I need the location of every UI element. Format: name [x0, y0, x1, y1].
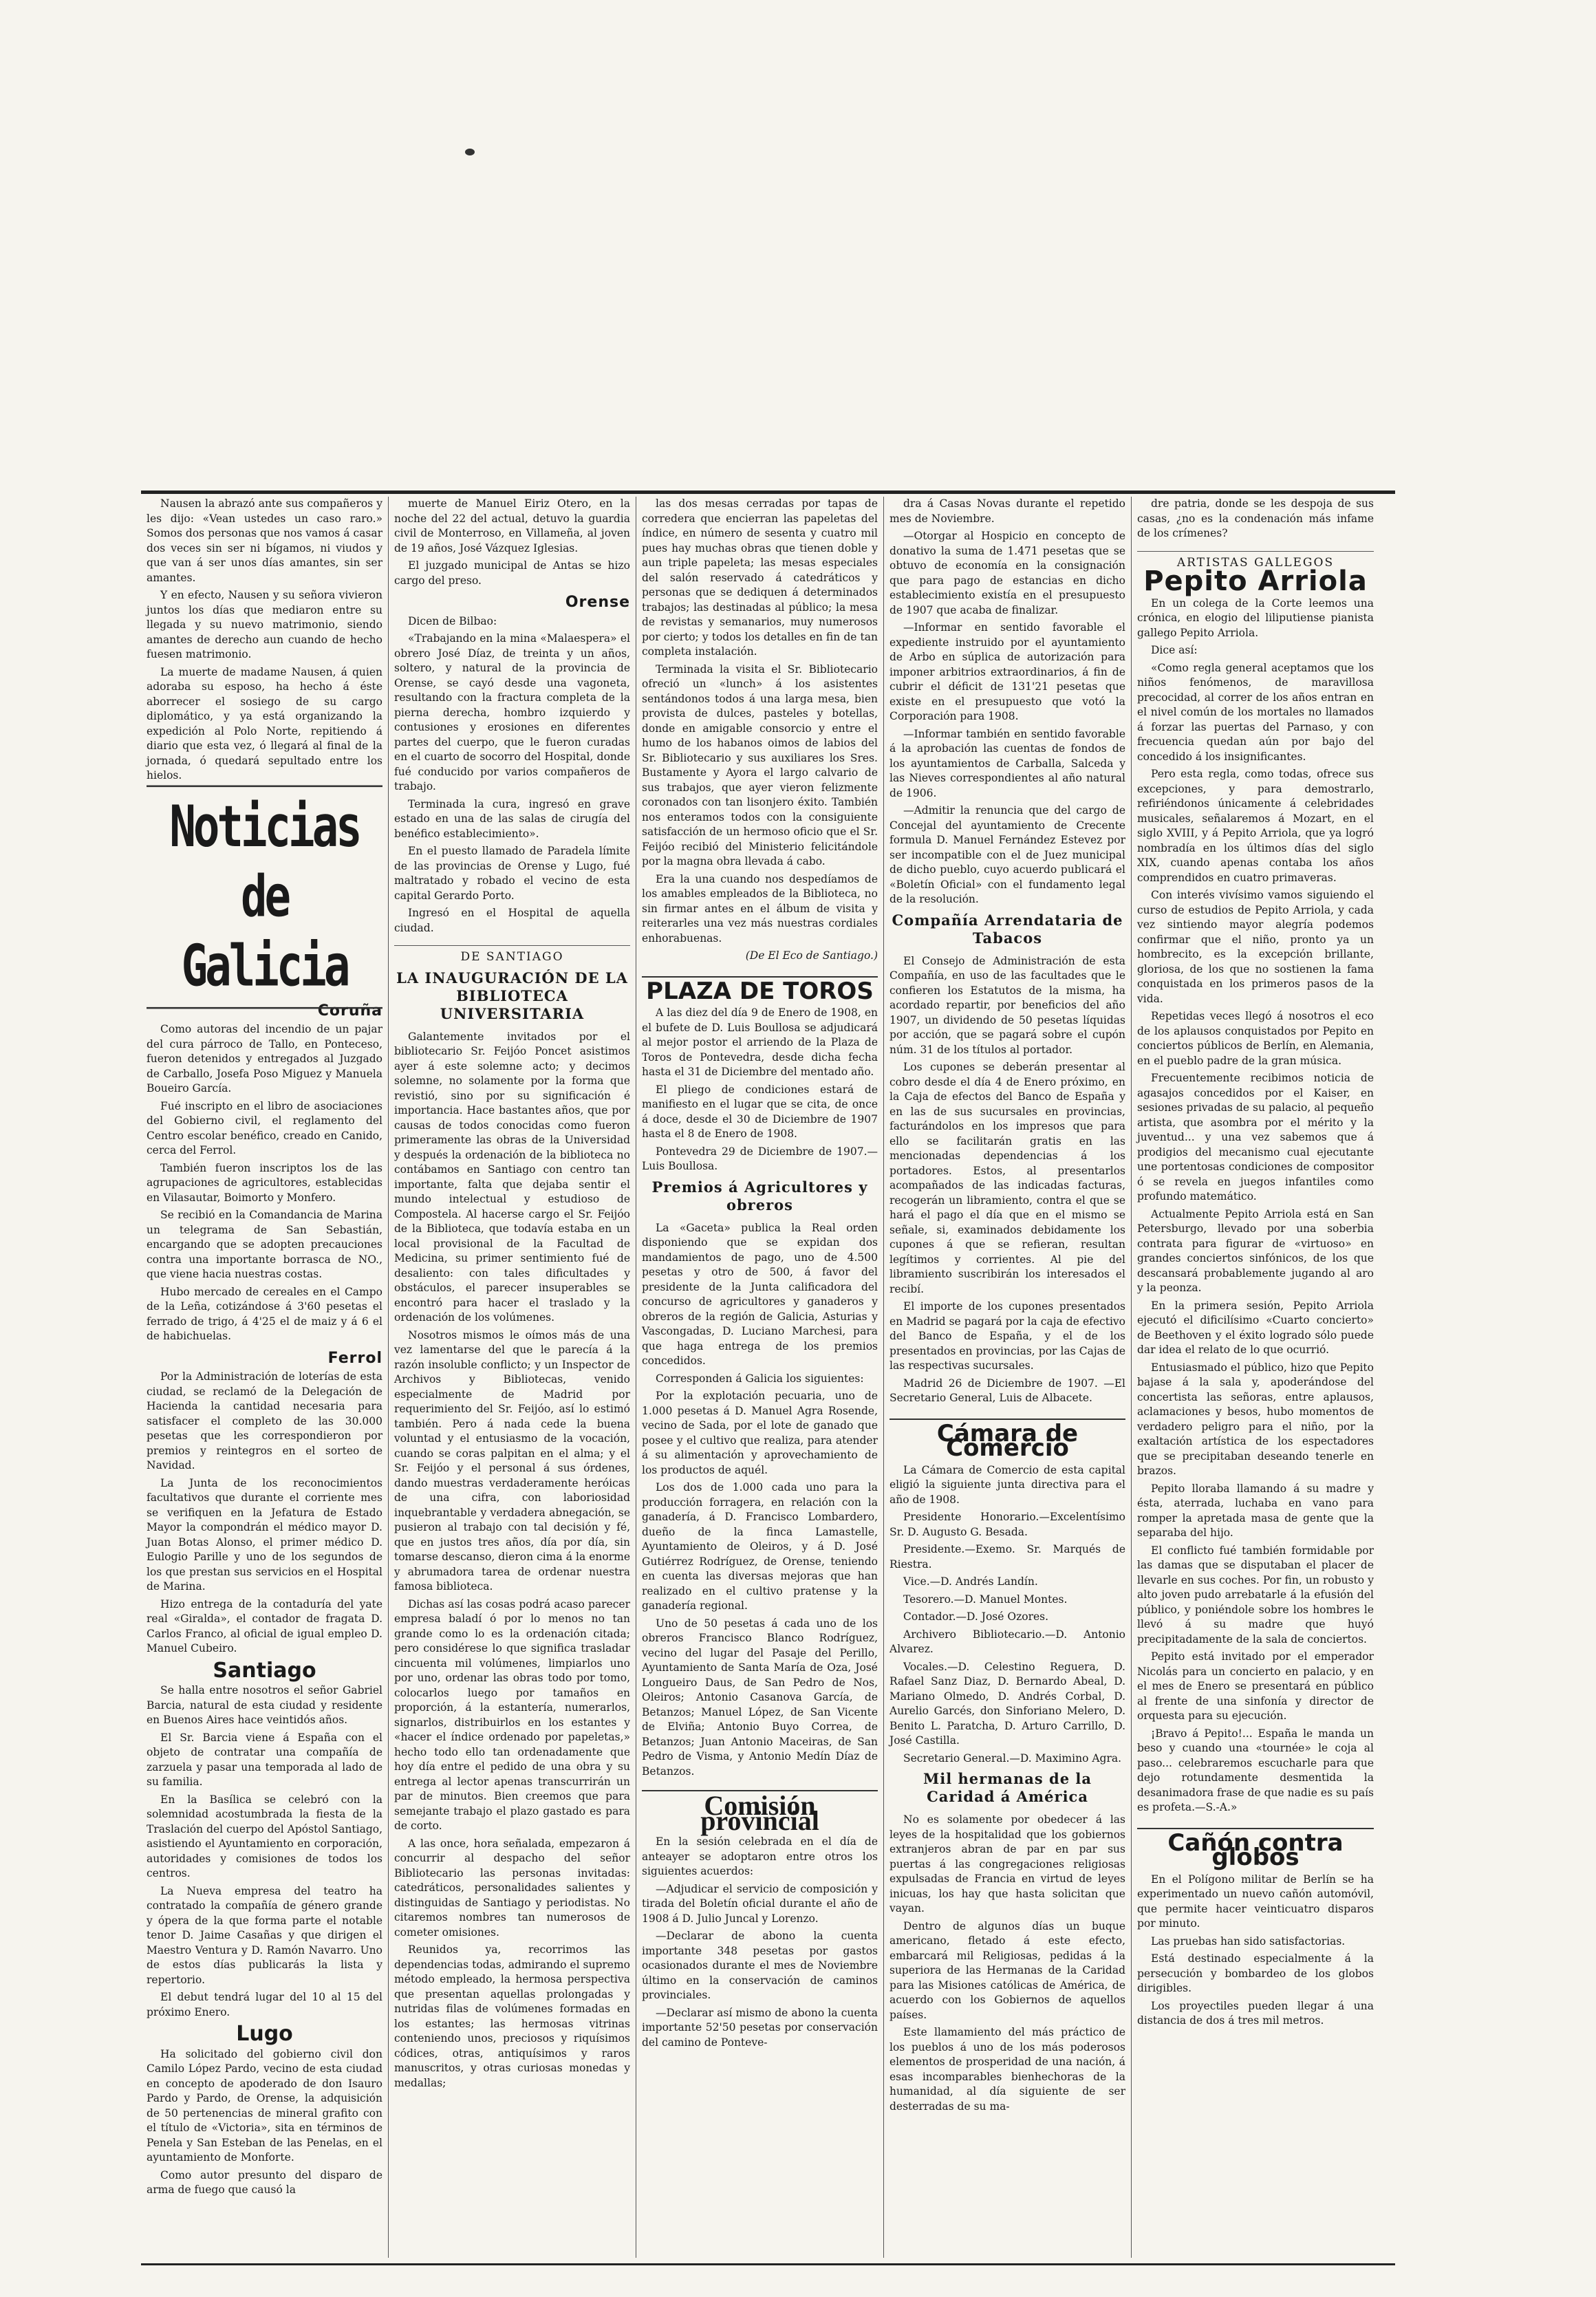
article-paragraph: Pontevedra 29 de Diciembre de 1907.—Luis Boullosa.: [642, 1145, 878, 1172]
article-paragraph: En el Polígono militar de Berlín se ha experimentado un nuevo cañón automóvil, que permite hacer veinticuatro disparos por minuto.: [1137, 1873, 1374, 1930]
subsection-title: Santiago: [213, 1658, 316, 1683]
article-paragraph: —Admitir la renuncia que del cargo de Concejal del ayuntamiento de Crecente formula D. Manuel Fernández Estevez por ser incompatible con el de Juez municipal de dicho pueblo, cuyo acuerdo publicará el «Boletín Oficial» con el fundamento legal de la resolución.: [889, 804, 1125, 905]
news-item: Como autoras del incendio de un pajar del cura párroco de Tallo, en Ponteceso, fueron detenidos y entregados al Juzgado de Carballo, Josefa Poso Miguez y Manuela Boueiro García.: [147, 1023, 382, 1094]
news-item: La Nueva empresa del teatro ha contratado la compañía de género grande y ópera de la que forma parte el notable tenor D. Jaime Casañas y que dirigen el Maestro Ventura y D. Ramón Navarro. Uno de estos días publicarás la lista y repertorio.: [147, 1884, 382, 1986]
article-paragraph: El importe de los cupones presentados en Madrid se pagará por la caja de efectivo del Banco de España, y el de los presentados en provincias, por las Cajas de las respectivas sucursales.: [889, 1300, 1125, 1372]
article-paragraph: Nosotros mismos le oímos más de una vez lamentarse del que le parecía á la razón insoluble conflicto; y un Inspector de Archivos y Bibliotecas, venido especialmente de Madrid por requerimiento del Sr. Feijóo, así lo estimó también. Pero á nada cede la buena voluntad y el entusiasmo de la vocación, cuando se coras palpitan en el alma; y el Sr. Feijóo y el personal á sus órdenes, dando muestras verdaderamente heróicas de una cifra, con laboriosidad inquebrantable y verdadera abnegación, se pusieron al trabajo con tal decisión y fé, que en justos tres años, día por día, sin tomarse descanso, dieron cima á la enorme y abrumadora tarea de ordenar nuestra famosa biblioteca.: [394, 1328, 630, 1593]
article-paragraph: La Cámara de Comercio de esta capital eligió la siguiente junta directiva para el año de 1908.: [889, 1463, 1125, 1506]
article-paragraph: Dice así:: [1151, 644, 1198, 656]
article-paragraph: Vocales.—D. Celestino Reguera, D. Rafael Sanz Diaz, D. Bernardo Abeal, D. Mariano Olmedo, D. Andrés Corbal, D. Aurelio Garcés, don Sinforiano Melero, D. Benito L. Paratcha, D. Arturo Carrillo, D. José Castilla.: [889, 1660, 1125, 1747]
article-paragraph: Archivero Bibliotecario.—D. Antonio Alvarez.: [889, 1628, 1125, 1655]
article-paragraph: No es solamente por obedecer á las leyes de la hospitalidad que los gobiernos extranjeros abran de par en par sus puertas á las congregaciones religiosas expulsadas de Francia en virtud de leyes inicuas, los hay que hasta solicitan que vayan.: [889, 1813, 1125, 1915]
article-paragraph: Los dos de 1.000 cada uno para la producción forragera, en relación con la ganadería, á D. Francisco Lombardero, dueño de la finca Lamastelle, Ayuntamiento de Oleiros, y á D. José Gutiérrez Rodríguez, de Orense, teniendo en cuenta las diversas mejoras que han realizado en el cultivo pratense y la ganadería regional.: [642, 1481, 878, 1612]
column-3: [636, 497, 884, 2258]
article-paragraph: —Otorgar al Hospicio en concepto de donativo la suma de 1.471 pesetas que se obtuvo de economía en la consignación que para pago de estancias en dicho establecimiento existía en el presupuesto de 1907 que acaba de finalizar.: [889, 530, 1125, 616]
subsection-title: Coruña: [317, 1002, 382, 1020]
article-paragraph: Uno de 50 pesetas á cada uno de los obreros Francisco Blanco Rodríguez, vecino del lugar del Pasaje del Perillo, Ayuntamiento de Santa María de Oza, José Longueiro Daus, de San Pedro de Nos, Oleiros; Antonio Casanova García, de Betanzos; Manuel López, de San Vicente de Elviña; Antonio Buyo Correa, de Betanzos; Juan Antonio Maceiras, de San Pedro de Visma, y Antonio Medín Díaz de Betanzos.: [642, 1617, 878, 1778]
article-title: Premios á Agricultores y obreros: [651, 1178, 868, 1214]
article-paragraph: Vice.—D. Andrés Landín.: [903, 1575, 1038, 1588]
article-paragraph: Presidente.—Exemo. Sr. Marqués de Riestra.: [889, 1543, 1125, 1571]
article-paragraph: Galantemente invitados por el bibliotecario Sr. Feijóo Poncet asistimos ayer á este solemne acto; y decimos solemne, no solamente por la forma que revistió, sino por su significación é importancia. Hace bastantes años, que por causas de todos conocidas como fueron primeramente las obras de la Universidad y después la ordenación de la biblioteca no contábamos en Santiago con centro tan importante, falta que dejaba sentir el mundo intelectual y estudioso de Compostela. Al hacerse cargo el Sr. Feijóo de la Biblioteca, que todavía estaba en un local provisional de la Facultad de Medicina, su primer sentimiento fué de desaliento: con tales dificultades y obstáculos, el parecer insuperables se encontró para hacer el traslado y la ordenación de los volúmenes.: [394, 1030, 630, 1324]
article-paragraph: —Declarar así mismo de abono la cuenta importante 52'50 pesetas por conservación del camino de Ponteve-: [642, 2006, 878, 2049]
article-paragraph: dra á Casas Novas durante el repetido mes de Noviembre.: [889, 497, 1125, 525]
article-paragraph: Las pruebas han sido satisfactorias.: [1151, 1934, 1346, 1948]
news-item: La Junta de los reconocimientos facultativos que durante el corriente mes se verifiquen en la Jefatura de Estado Mayor la compondrán el médico mayor D. Juan Botas Alonso, el primer médico D. Eulogio Parille y uno de los segundos de los que prestan sus servicios en el Hospital de Marina.: [147, 1476, 382, 1593]
article-paragraph: Era la una cuando nos despedíamos de los amables empleados de la Biblioteca, no sin firmar antes en el álbum de visita y reiterarles una vez más nuestras cordiales enhorabuenas.: [642, 872, 878, 945]
news-item: Como autor presunto del disparo de arma de fuego que causó la: [147, 2168, 382, 2196]
article-paragraph: En un colega de la Corte leemos una crónica, en elogio del liliputiense pianista gallego Pepito Arriola.: [1137, 596, 1374, 639]
article-paragraph: ¡Bravo á Pepito!... España le manda un beso y cuando una «tournée» le coja al paso... celebraremos escucharle para que dejo rotundamente desmentida la desanimadora frase de que nadie es su país es profeta.—S.-A.»: [1137, 1727, 1374, 1813]
section-kicker: ARTISTAS GALLEGOS: [1137, 551, 1374, 571]
news-item: Por la Administración de loterías de esta ciudad, se reclamó de la Delegación de Hacienda la cantidad necesaria para satisfacer el completo de las 30.000 pesetas que les correspondieron por premios y reintegros en el sorteo de Navidad.: [147, 1370, 382, 1471]
article-paragraph: Pepito lloraba llamando á su madre y ésta, aterrada, luchaba en vano para romper la apretada masa de gente que la separaba del hijo.: [1137, 1482, 1374, 1539]
article-paragraph: Nausen la abrazó ante sus compañeros y les dijo: «Vean ustedes un caso raro.» Somos dos personas que nos vamos á casar dos veces sin ser ni bígamos, ni viudos y que van á ser unos días amantes, sin ser amantes.: [147, 497, 382, 584]
news-item: Ha solicitado del gobierno civil don Camilo López Pardo, vecino de esta ciudad en concepto de apoderado de don Isauro Pardo y Pardo, de Orense, la adquisición de 50 pertenencias de mineral grafito con el título de «Victoria», sita en términos de Penela y San Esteban de las Penelas, en el ayuntamiento de Monforte.: [147, 2047, 382, 2164]
article-paragraph: En la sesión celebrada en el día de anteayer se adoptaron entre otros los siguientes acuerdos:: [642, 1835, 878, 1877]
news-item: muerte de Manuel Eiriz Otero, en la noche del 22 del actual, detuvo la guardia civil de Monterroso, en Villameña, al joven de 19 años, José Vázquez Iglesias.: [394, 497, 630, 554]
article-paragraph: Corresponden á Galicia los siguientes:: [656, 1372, 864, 1385]
article-paragraph: Madrid 26 de Diciembre de 1907. —El Secretario General, Luis de Albacete.: [889, 1377, 1125, 1404]
article-paragraph: Presidente Honorario.—Excelentísimo Sr. D. Augusto G. Besada.: [889, 1511, 1125, 1538]
article-paragraph: las dos mesas cerradas por tapas de corredera que encierran las papeletas del índice, en número de sesenta y cuatro mil pues hay muchas obras que tienen doble y aun triple papeleta; las mesas especiales del salón reservado á catedráticos y personas que se dediquen á determinados trabajos; las destinadas al público; la mesa de revistas y semanarios, muy numerosos por cierto; y todos los detalles en fin de tan completa instalación.: [642, 497, 878, 658]
news-item: En la Basílica se celebró con la solemnidad acostumbrada la fiesta de la Traslación del cuerpo del Apóstol Santiago, asistiendo el Ayuntamiento en corporación, autoridades y comisiones de todos los centros.: [147, 1793, 382, 1879]
article-paragraph: Tesorero.—D. Manuel Montes.: [903, 1593, 1068, 1606]
article-source: (De El Eco de Santiago.): [745, 949, 878, 962]
article-paragraph: dre patria, donde se les despoja de sus casas, ¿no es la condenación más infame de los crímenes?: [1137, 497, 1374, 539]
news-item: «Trabajando en la mina «Malaespera» el obrero José Díaz, de treinta y un años, soltero, y natural de la provincia de Orense, se cayó desde una vagoneta, resultando con la fractura completa de la pierna derecha, hombro izquierdo y contusiones y erosiones en diferentes partes del cuerpo, que le fueron curadas en el cuarto de socorro del Hospital, donde fué conducido por varios compañeros de trabajo.: [394, 632, 630, 792]
article-paragraph: —Declarar de abono la cuenta importante 348 pesetas por gastos ocasionados durante el mes de Noviembre último en la conservación de caminos provinciales.: [642, 1930, 878, 2001]
article-paragraph: Los proyectiles pueden llegar á una distancia de dos á tres mil metros.: [1137, 1999, 1374, 2027]
article-paragraph: Por la explotación pecuaria, uno de 1.000 pesetas á D. Manuel Agra Rosende, vecino de Sada, por el lote de ganado que posee y el cultivo que realiza, para atender á su alimentación y aprovechamiento de los productos de aquél.: [642, 1390, 878, 1476]
news-item: El juzgado municipal de Antas se hizo cargo del preso.: [394, 559, 630, 587]
article-paragraph: Secretario General.—D. Maximino Agra.: [903, 1751, 1122, 1765]
news-item: En el puesto llamado de Paradela límite de las provincias de Orense y Lugo, fué maltratado y robado el vecino de esta capital Gerardo Porto.: [394, 845, 630, 902]
column-5: [1132, 497, 1379, 2258]
top-column-rule: [141, 490, 1395, 494]
article-paragraph: El Consejo de Administración de esta Compañía, en uso de las facultades que le confieren los Estatutos de la misma, ha acordado repartir, por beneficios del año 1907, un dividendo de 50 pesetas líquidas por acción, que se pagará sobre el cupón núm. 31 de los títulos al portador.: [889, 954, 1125, 1056]
article-paragraph: —Adjudicar el servicio de composición y tirada del Boletín oficial durante el año de 1908 á D. Julio Juncal y Lorenzo.: [642, 1882, 878, 1925]
article-paragraph: A las once, hora señalada, empezaron á concurrir al despacho del señor Bibliotecario las personas invitadas: catedráticos, personalidades salientes y distinguidas de Santiago y periodistas. No citaremos nombres tan numerosos de cometer omisiones.: [394, 1837, 630, 1939]
article-paragraph: Frecuentemente recibimos noticia de agasajos concedidos por el Kaiser, en sesiones privadas de su palacio, al pequeño artista, que asombra por el mérito y la juventud... y una vez sabemos que á prodigios del mecanismo cual ejecutante une portentosas condiciones de compositor ó se revela en juegos infantiles como profundo matemático.: [1137, 1072, 1374, 1203]
news-item: Terminada la cura, ingresó en grave estado en una de las salas de cirugía del benéfico establecimiento».: [394, 797, 630, 840]
article-title: Cámara de Comercio: [889, 1419, 1125, 1456]
subsection-title: Orense: [565, 594, 630, 611]
column-4: [884, 497, 1132, 2258]
article-title: PLAZA DE TOROS: [642, 976, 878, 1000]
article-paragraph: A las diez del día 9 de Enero de 1908, en el bufete de D. Luis Boullosa se adjudicará al mejor postor el arriendo de la Plaza de Toros de Pontevedra, desde dicha fecha hasta el 31 de Diciembre del mentado año.: [642, 1006, 878, 1078]
article-paragraph: Terminada la visita el Sr. Bibliotecario ofreció un «lunch» á los asistentes sentándonos todos á una larga mesa, bien provista de dulces, pasteles y botellas, donde en amigable consorcio y entre el humo de los habanos oimos de labios del Sr. Bibliotecario y sus auxiliares los Sres. Bustamente y Ayora el largo calvario de sus trabajos, que ayer vieron felizmente coronados con tan lisonjero éxito. También nos enteramos todos con la consiguiente satisfacción de un hermoso oficio que el Sr. Feijóo recibió del Ministerio felicitándole por la magna obra llevada á cabo.: [642, 662, 878, 867]
news-item: Hubo mercado de cereales en el Campo de la Leña, cotizándose á 3'60 pesetas el ferrado de trigo, á 4'25 el de maiz y á 6 el de habichuelas.: [147, 1285, 382, 1342]
article-paragraph: Dichas así las cosas podrá acaso parecer empresa baladí ó por lo menos no tan grande como lo es la ordenación citada; pero considérese lo que significa trasladar cincuenta mil volúmenes, limpiarlos uno por uno, ordenar las obras todo por tomo, colocarlos luego por tamaños en proporción, á la estantería, numerarlos, signarlos, distribuirlos en los estantes y «hacer el índice ordenado por papeletas,» hecho todo ello tan ordenadamente que hoy día entre el pedido de una obra y su entrega al lector apenas transcurrirán un par de minutos. Bien creemos que para semejante trabajo el plazo gastado es para de corto.: [394, 1597, 630, 1832]
subsection-title: Lugo: [236, 2022, 293, 2046]
article-title: Comisión provincial: [642, 1790, 878, 1828]
article-paragraph: Repetidas veces llegó á nosotros el eco de los aplausos conquistados por Pepito en conciertos públicos de Berlín, en Alemania, en el pueblo padre de la gran música.: [1137, 1010, 1374, 1067]
article-paragraph: Entusiasmado el público, hizo que Pepito bajase á la sala y, apoderándose del concertista las señoras, entre aplausos, aclamaciones y besos, hubo momentos de verdadero peligro para el niño, por la exaltación artística de los espectadores que se precipitaban deseando tenerle en brazos.: [1137, 1361, 1374, 1477]
article-title: Compañía Arrendataria de Tabacos: [892, 911, 1123, 947]
article-paragraph: Reunidos ya, recorrimos las dependencias todas, admirando el supremo método empleado, la hermosa perspectiva que presentan aquellas prolongadas y nutridas filas de volúmenes formadas en los estantes; las hermosas vitrinas conteniendo unos, preciosos y riquísimos códices, otras, antiquísimos y raros manuscritos, y otras curiosas monedas y medallas;: [394, 1943, 630, 2089]
article-paragraph: Dentro de algunos días un buque americano, fletado á este efecto, embarcará mil Religiosas, pedidas á la superiora de las Hermanas de la Caridad para las Misiones católicas de América, de acuerdo con los Gobiernos de aquellos países.: [889, 1919, 1125, 2021]
article-title: LA INAUGURACIÓN DE LA BIBLIOTECA UNIVERSITARIA: [396, 969, 628, 1022]
news-item: El debut tendrá lugar del 10 al 15 del próximo Enero.: [147, 1991, 382, 2018]
article-paragraph: Contador.—D. José Ozores.: [903, 1610, 1049, 1623]
article-paragraph: «Como regla general aceptamos que los niños fenómenos, de maravillosa precocidad, al correr de los años entran en el nivel común de los mortales no llamados á forzar las puertas del Parnaso, y con frecuencia quedan aún por bajo del concedido á los insignificantes.: [1137, 661, 1374, 763]
article-paragraph: Y en efecto, Nausen y su señora vivieron juntos los días que mediaron entre su llegada y su nuevo matrimonio, siendo amantes de derecho aun cuando de hecho fuesen matrimonio.: [147, 589, 382, 660]
article-paragraph: Los cupones se deberán presentar al cobro desde el día 4 de Enero próximo, en la Caja de efectos del Banco de España y en las de sus sucursales en provincias, facturándolos en los impresos que para ello se facilitarán gratis en las mencionadas dependencias á los portadores. Estos, al presentarlos acompañados de las indicadas facturas, recogerán un libramiento, contra el que se hará el pago el día que en el mismo se señale, si, examinados debidamente los cupones á que se refieran, resultan legítimos y corrientes. Al pie del libramiento suscribirán los interesados el recibí.: [889, 1061, 1125, 1295]
article-paragraph: —Informar también en sentido favorable á la aprobación las cuentas de fondos de los ayuntamientos de Carballa, Salceda y las Nieves correspondientes al año natural de 1906.: [889, 727, 1125, 799]
article-paragraph: La «Gaceta» publica la Real orden disponiendo que se expidan dos mandamientos de pago, uno de 4.500 pesetas y otro de 500, á favor del presidente de la Junta calificadora del concurso de agricultores y ganaderos y obreros de la región de Galicia, Asturias y Vascongadas, D. Luciano Marchesi, para que haga entrega de los premios concedidos.: [642, 1221, 878, 1367]
article-paragraph: Pepito está invitado por el emperador Nicolás para un concierto en palacio, y en el mes de Enero se presentará en público al frente de una sinfonía y director de orquesta para su ejecución.: [1137, 1650, 1374, 1722]
article-paragraph: Con interés vivísimo vamos siguiendo el curso de estudios de Pepito Arriola, y cada vez sintiendo mayor alegría podemos confirmar que el niño, pronto ya un hombrecito, es la excepción brillante, gloriosa, de los que no sostienen la fama conquistada en los primeros pasos de la vida.: [1137, 889, 1374, 1005]
blank-upper-area: [0, 0, 1596, 482]
article-paragraph: Está destinado especialmente á la persecución y bombardeo de los globos dirigibles.: [1137, 1952, 1374, 1994]
article-paragraph: —Informar en sentido favorable el expediente instruido por el ayuntamiento de Arbo en súplica de autorización para imponer arbitrios extraordinarios, á fin de cubrir el déficit de 131'21 pesetas que existe en el presupuesto que votó la Corporación para 1908.: [889, 621, 1125, 722]
subsection-title: Ferrol: [327, 1349, 382, 1367]
article-title: Pepito Arriola: [1143, 565, 1368, 597]
article-title: Mil hermanas de la Caridad á América: [923, 1770, 1092, 1805]
article-paragraph: El pliego de condiciones estará de manifiesto en el lugar que se cita, de once á doce, desde el 30 de Diciembre de 1907 hasta el 8 de Enero de 1908.: [642, 1083, 878, 1140]
article-paragraph: La muerte de madame Nausen, á quien adoraba su esposo, ha hecho á éste aborrecer el sosiego de su cargo diplomático, y ya está organizando la expedición al Polo Norte, repitiendo á diario que esta vez, ó llegará al final de la jornada, ó quedará sepultado entre los hielos.: [147, 665, 382, 781]
article-paragraph: El conflicto fué también formidable por las damas que se disputaban el placer de llevarle en sus coches. Por fin, un robusto y alto joven pudo arrebatarle á la efusión del público, y poniéndole sobre los hombres le llevó á su madre que huyó precipitadamente de la sala de conciertos.: [1137, 1544, 1374, 1646]
column-2: [389, 497, 636, 2258]
news-item: Ingresó en el Hospital de aquella ciudad.: [394, 907, 630, 934]
article-title: Cañón contra globos: [1137, 1828, 1374, 1866]
news-item: Dicen de Bilbao:: [408, 614, 497, 627]
bottom-rule: [141, 2263, 1395, 2265]
news-item: El Sr. Barcia viene á España con el objeto de contratar una compañía de zarzuela y pasar una temporada al lado de su familia.: [147, 1731, 382, 1788]
article-paragraph: Pero esta regla, como todas, ofrece sus excepciones, y para demostrarlo, refiriéndonos únicamente á celebridades musicales, señalaremos á Mozart, en el siglo XVIII, y á Pepito Arriola, que ya logró nombradía en los últimos días del siglo XIX, cuando apenas contaba los años comprendidos en cuatro primaveras.: [1137, 768, 1374, 884]
news-item: Fué inscripto en el libro de asociaciones del Gobierno civil, el reglamento del Centro escolar benéfico, creado en Canido, cerca del Ferrol.: [147, 1099, 382, 1156]
article-paragraph: En la primera sesión, Pepito Arriola ejecutó el dificilísimo «Cuarto concierto» de Beethoven y el éxito logrado sólo puede dar idea el relato de lo que ocurrió.: [1137, 1299, 1374, 1356]
article-paragraph: Actualmente Pepito Arriola está en San Petersburgo, llevado por una soberbia contrata para figurar de «virtuoso» en grandes conciertos sinfónicos, de los que descansará probablemente jugando al aro y la peonza.: [1137, 1207, 1374, 1294]
news-item: También fueron inscriptos los de las agrupaciones de agricultores, establecidas en Vilasautar, Boimorto y Monfero.: [147, 1161, 382, 1204]
columns: [141, 497, 1395, 2258]
section-kicker: DE SANTIAGO: [394, 945, 630, 965]
news-item: Hizo entrega de la contaduría del yate real «Giralda», el contador de fragata D. Carlos Franco, al oficial de igual empleo D. Manuel Cubeiro.: [147, 1597, 382, 1654]
news-item: Se halla entre nosotros el señor Gabriel Barcia, natural de esta ciudad y residente en Buenos Aires hace veintidós años.: [147, 1684, 382, 1726]
news-item: Se recibió en la Comandancia de Marina un telegrama de San Sebastián, encargando que se adopten precauciones contra una importante borrasca de NO., que viene hacia nuestras costas.: [147, 1209, 382, 1280]
column-1: [141, 497, 389, 2258]
ink-speck: [465, 149, 475, 155]
section-title: Noticias de Galicia: [147, 785, 382, 1009]
article-paragraph: Este llamamiento del más práctico de los pueblos á uno de los más poderosos elementos de prosperidad de una nación, á esas incomparables bienhechoras de la humanidad, al día siguiente de ser desterradas de su ma-: [889, 2026, 1125, 2113]
